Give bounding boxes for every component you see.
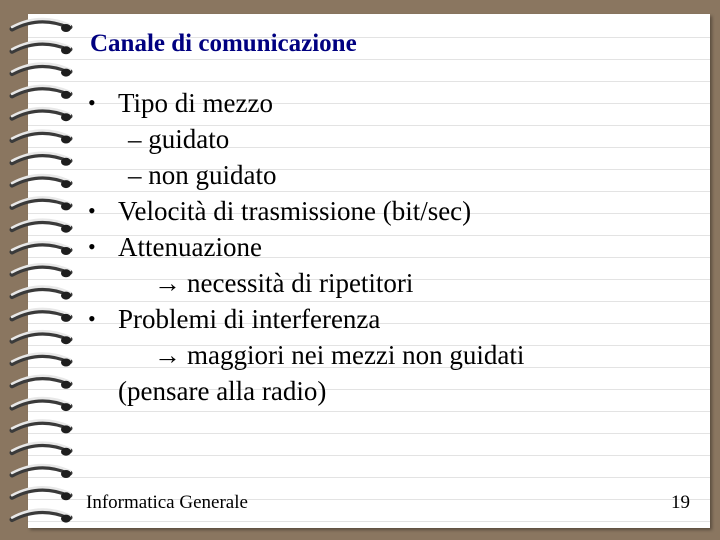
- arrow-text: necessità di ripetitori: [187, 268, 414, 298]
- bullet-line: [88, 85, 688, 121]
- continuation-text: (pensare alla radio): [118, 376, 327, 406]
- bullet-line: [88, 301, 688, 337]
- spiral-ring: [12, 264, 71, 277]
- spiral-ring: [12, 510, 71, 523]
- bullet-glyph: •: [88, 234, 96, 259]
- spiral-ring: [12, 19, 71, 32]
- bullet-glyph: •: [88, 90, 96, 115]
- arrow-line-content: [154, 337, 524, 373]
- bullet-text: Problemi di interferenza: [118, 304, 381, 334]
- bullet-text: Tipo di mezzo: [118, 88, 273, 118]
- spiral-ring: [12, 153, 71, 166]
- arrow-right-icon: →: [154, 340, 181, 370]
- bullet-line: [88, 193, 688, 229]
- continuation-line: [88, 373, 688, 409]
- spiral-ring: [12, 376, 71, 389]
- arrow-line: [88, 265, 688, 301]
- arrow-text: maggiori nei mezzi non guidati: [187, 340, 525, 370]
- spiral-ring: [12, 420, 71, 433]
- spiral-ring: [12, 287, 71, 300]
- spiral-ring: [12, 331, 71, 344]
- spiral-ring: [12, 108, 71, 121]
- footer-course-name: Informatica Generale: [86, 492, 248, 513]
- spiral-ring: [12, 487, 71, 500]
- arrow-line-content: [154, 265, 413, 301]
- sub-bullet-line: [88, 121, 688, 157]
- spiral-binding-icon: [0, 0, 82, 540]
- sub-bullet-text: – guidato: [128, 124, 230, 154]
- sub-bullet-line: [88, 157, 688, 193]
- spiral-ring: [12, 175, 71, 188]
- spiral-ring: [12, 353, 71, 366]
- spiral-ring: [12, 398, 71, 411]
- arrow-right-icon: →: [154, 268, 181, 298]
- spiral-ring: [12, 242, 71, 255]
- spiral-ring: [12, 465, 71, 478]
- spiral-ring: [12, 443, 71, 456]
- spiral-ring: [12, 197, 71, 210]
- bullet-text: Velocità di trasmissione (bit/sec): [118, 196, 472, 226]
- arrow-line: [88, 337, 688, 373]
- bullet-line: [88, 229, 688, 265]
- slide-title: Canale di comunicazione: [90, 30, 357, 57]
- spiral-ring: [12, 64, 71, 77]
- bullet-text: Attenuazione: [118, 232, 262, 262]
- sub-bullet-text: – non guidato: [128, 160, 277, 190]
- spiral-ring: [12, 309, 71, 322]
- bullet-glyph: •: [88, 198, 96, 223]
- spiral-ring: [12, 130, 71, 143]
- spiral-ring: [12, 86, 71, 99]
- bullet-glyph: •: [88, 306, 96, 331]
- footer-page-number: 19: [671, 492, 690, 513]
- slide-content: [88, 85, 688, 409]
- spiral-ring: [12, 41, 71, 54]
- spiral-ring: [12, 220, 71, 233]
